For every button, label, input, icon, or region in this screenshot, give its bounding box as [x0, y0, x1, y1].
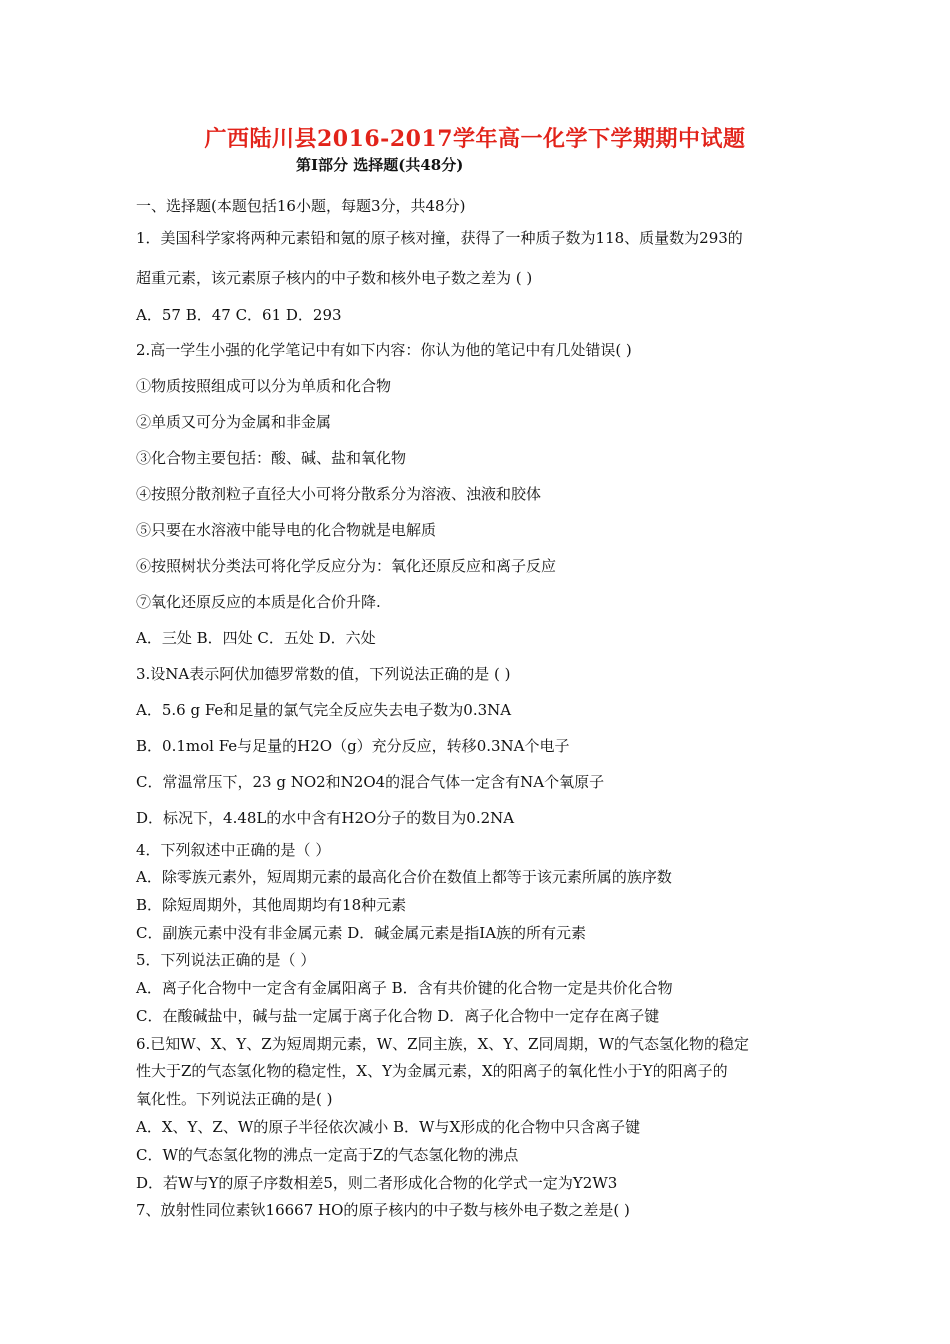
- section-heading: 第Ⅰ部分 选择题(共48分): [296, 156, 464, 174]
- question-4-stem: 4．下列叙述中正确的是（ ）: [136, 841, 331, 859]
- document-title: 广西陆川县2016-2017学年高一化学下学期期中试题: [204, 126, 746, 152]
- section-instruction: 一、选择题(本题包括16小题，每题3分，共48分): [136, 197, 466, 215]
- question-6-stem-line-3: 氧化性。下列说法正确的是( ): [136, 1090, 333, 1108]
- question-4-option-b: B．除短周期外，其他周期均有18种元素: [136, 896, 407, 914]
- question-1-line-1: 1．美国科学家将两种元素铅和氪的原子核对撞，获得了一种质子数为118、质量数为293的: [136, 229, 743, 247]
- question-2-statement-2: ②单质又可分为金属和非金属: [136, 413, 332, 431]
- question-5-options-ab: A．离子化合物中一定含有金属阳离子 B．含有共价键的化合物一定是共价化合物: [136, 979, 673, 997]
- question-3-option-d: D．标况下，4.48L的水中含有H2O分子的数目为0.2NA: [136, 809, 515, 827]
- question-4-option-a: A．除零族元素外，短周期元素的最高化合价在数值上都等于该元素所属的族序数: [136, 868, 672, 886]
- question-2-statement-4: ④按照分散剂粒子直径大小可将分散系分为溶液、浊液和胶体: [136, 485, 542, 503]
- question-2-options: A．三处 B．四处 C．五处 D．六处: [136, 629, 376, 647]
- question-2-statement-6: ⑥按照树状分类法可将化学反应分为：氧化还原反应和离子反应: [136, 557, 557, 575]
- question-2-statement-7: ⑦氧化还原反应的本质是化合价升降.: [136, 593, 381, 611]
- question-2-statement-1: ①物质按照组成可以分为单质和化合物: [136, 377, 392, 395]
- question-5-options-cd: C．在酸碱盐中，碱与盐一定属于离子化合物 D．离子化合物中一定存在离子键: [136, 1007, 660, 1025]
- question-4-options-cd: C．副族元素中没有非金属元素 D．碱金属元素是指ⅠA族的所有元素: [136, 924, 587, 942]
- question-5-stem: 5．下列说法正确的是（ ）: [136, 951, 316, 969]
- question-6-options-ab: A．X、Y、Z、W的原子半径依次减小 B．W与X形成的化合物中只含离子键: [136, 1118, 641, 1136]
- question-7-stem: 7、放射性同位素钬16667 HO的原子核内的中子数与核外电子数之差是( ): [136, 1201, 630, 1219]
- question-2-stem: 2.高一学生小强的化学笔记中有如下内容：你认为他的笔记中有几处错误( ): [136, 341, 632, 359]
- question-3-stem: 3.设NA表示阿伏加德罗常数的值，下列说法正确的是 ( ): [136, 665, 511, 683]
- question-2-statement-5: ⑤只要在水溶液中能导电的化合物就是电解质: [136, 521, 437, 539]
- question-6-stem-line-1: 6.已知W、X、Y、Z为短周期元素，W、Z同主族，X、Y、Z同周期，W的气态氢化物的稳定: [136, 1035, 749, 1053]
- question-1-options: A．57 B．47 C．61 D．293: [136, 306, 342, 324]
- question-6-stem-line-2: 性大于Z的气态氢化物的稳定性，X、Y为金属元素，X的阳离子的氧化性小于Y的阳离子的: [136, 1062, 728, 1080]
- question-3-option-c: C．常温常压下，23 g NO2和N2O4的混合气体一定含有NA个氧原子: [136, 773, 605, 791]
- question-2-statement-3: ③化合物主要包括：酸、碱、盐和氧化物: [136, 449, 407, 467]
- question-3-option-b: B．0.1mol Fe与足量的H2O（g）充分反应，转移0.3NA个电子: [136, 737, 570, 755]
- question-1-line-2: 超重元素，该元素原子核内的中子数和核外电子数之差为 ( ): [136, 269, 533, 287]
- question-6-option-c: C．W的气态氢化物的沸点一定高于Z的气态氢化物的沸点: [136, 1146, 519, 1164]
- question-3-option-a: A．5.6 g Fe和足量的氯气完全反应失去电子数为0.3NA: [136, 701, 512, 719]
- question-6-option-d: D．若W与Y的原子序数相差5，则二者形成化合物的化学式一定为Y2W3: [136, 1174, 618, 1192]
